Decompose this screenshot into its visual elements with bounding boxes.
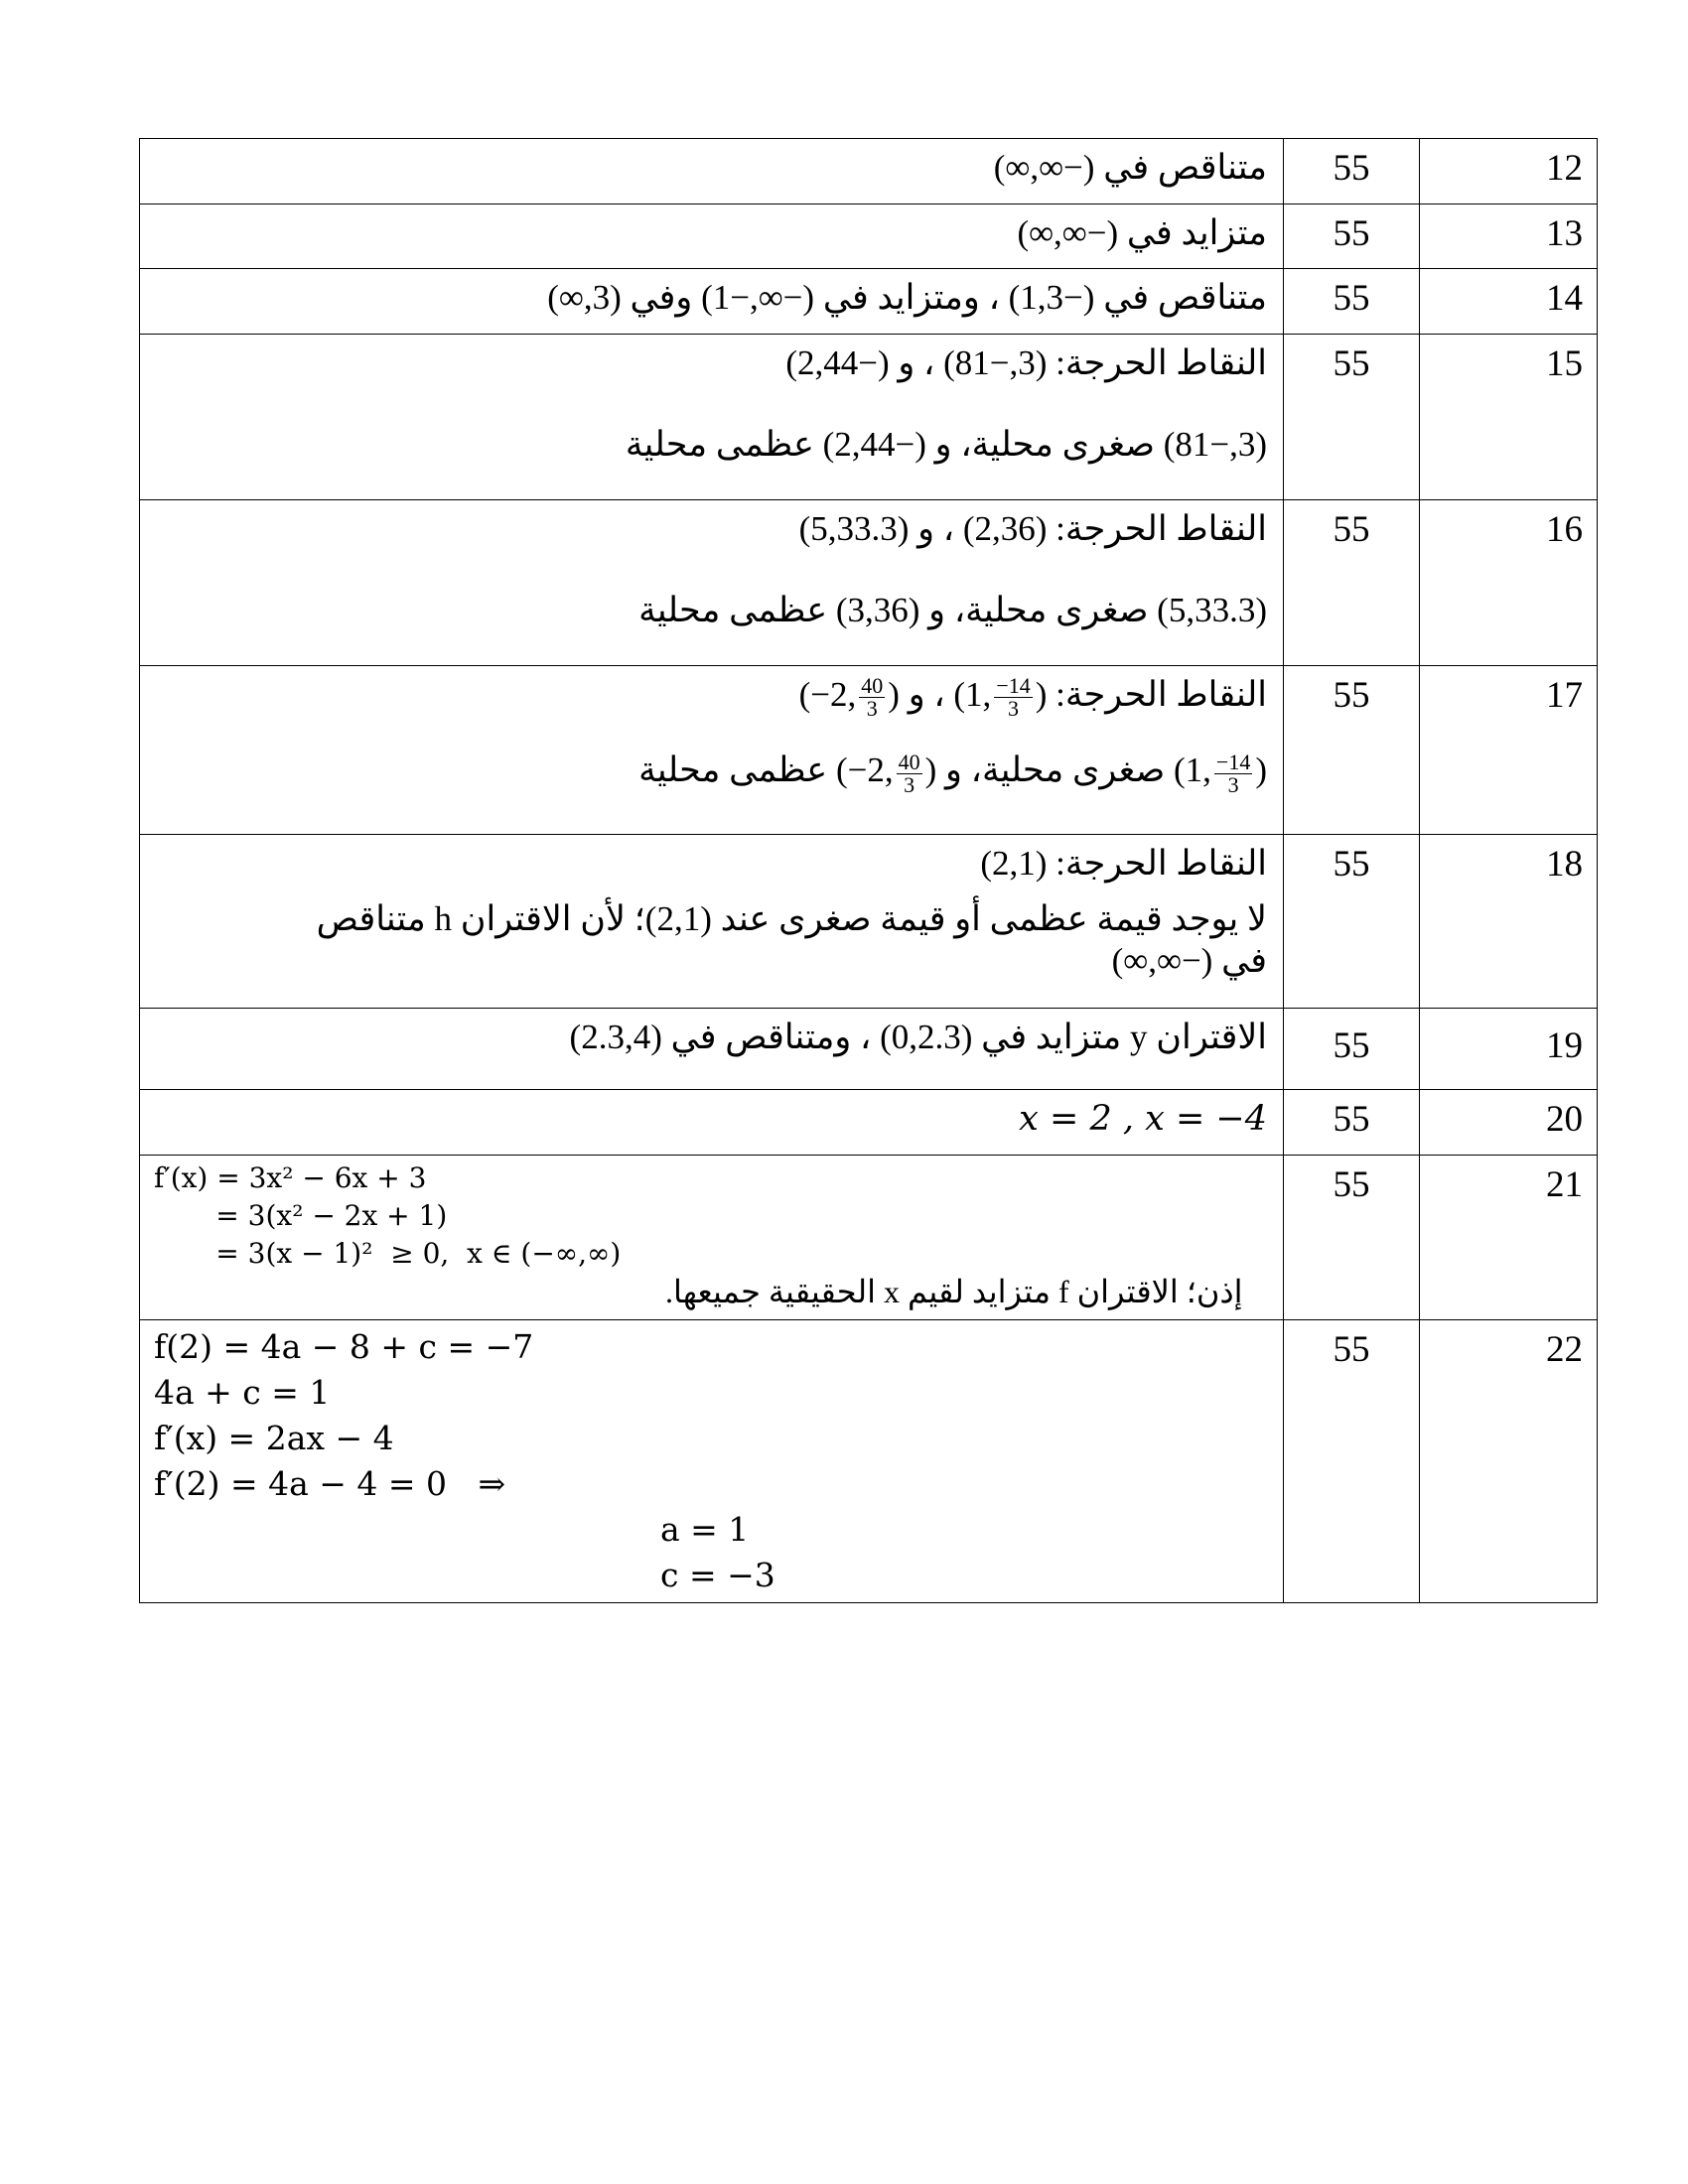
table-row bbox=[140, 1090, 1598, 1156]
table-row bbox=[140, 205, 1598, 269]
equation-line: f′(2) = 4a − 4 = 0 ⇒ bbox=[154, 1464, 506, 1503]
answer-cell bbox=[140, 500, 1284, 666]
result-line: c = −3 bbox=[660, 1556, 775, 1594]
question-number: 22 bbox=[1420, 1320, 1598, 1603]
equation-line: 4a + c = 1 bbox=[154, 1373, 331, 1412]
question-number: 21 bbox=[1420, 1156, 1598, 1320]
table-row bbox=[140, 1009, 1598, 1090]
question-number: 12 bbox=[1420, 139, 1598, 205]
answer-cell: الاقتران y متزايد في (0,2.3) ، ومتناقص في (2.3,4) bbox=[140, 1009, 1284, 1090]
page-cell: 55 bbox=[1284, 1320, 1420, 1603]
page-cell: 55 bbox=[1284, 1090, 1420, 1156]
page-cell: 55 bbox=[1284, 1156, 1420, 1320]
question-number: 15 bbox=[1420, 335, 1598, 500]
critical-points-line: النقاط الحرجة: (3,−81) ، و (−2,44) bbox=[785, 343, 1267, 382]
extrema-line: (3,−81) صغرى محلية، و (−2,44) عظمى محلية bbox=[625, 425, 1267, 464]
answer-cell bbox=[140, 1156, 1284, 1320]
answer-cell bbox=[140, 335, 1284, 500]
page-cell: 55 bbox=[1284, 205, 1420, 269]
answer-cell bbox=[140, 835, 1284, 1009]
page-cell: 55 bbox=[1284, 139, 1420, 205]
table-row bbox=[140, 1156, 1598, 1320]
conclusion-line: إذن؛ الاقتران f متزايد لقيم x الحقيقية جميعها. bbox=[665, 1274, 1243, 1309]
page-cell: 55 bbox=[1284, 335, 1420, 500]
equation-line: f(2) = 4a − 8 + c = −7 bbox=[154, 1327, 534, 1366]
page-cell: 55 bbox=[1284, 835, 1420, 1009]
answer-cell bbox=[140, 666, 1284, 835]
answer-cell: x = 2 , x = −4 bbox=[140, 1090, 1284, 1156]
extrema-line: (1, $\frac{-14}{3}$ ) صغرى محلية، و (−2, $\frac{40}{3}$ ) عظمى محلية bbox=[638, 749, 1267, 797]
question-number: 17 bbox=[1420, 666, 1598, 835]
question-number: 14 bbox=[1420, 269, 1598, 335]
table-row bbox=[140, 500, 1598, 666]
answer-cell: متزايد في (−∞,∞) bbox=[140, 205, 1284, 269]
question-number: 16 bbox=[1420, 500, 1598, 666]
table-row bbox=[140, 1320, 1598, 1603]
question-number: 13 bbox=[1420, 205, 1598, 269]
table-row bbox=[140, 835, 1598, 1009]
answers-table bbox=[139, 138, 1598, 1603]
derivative-line: = 3(x − 1)² ≥ 0, x ∈ (−∞,∞) bbox=[154, 1237, 622, 1270]
table-row bbox=[140, 335, 1598, 500]
table-row bbox=[140, 139, 1598, 205]
answer-cell bbox=[140, 1320, 1284, 1603]
page-cell: 55 bbox=[1284, 666, 1420, 835]
critical-points-line: النقاط الحرجة: (1, $\frac{-14}{3}$ ) ، و (−2, $\frac{40}{3}$ ) bbox=[798, 673, 1267, 722]
table-row bbox=[140, 269, 1598, 335]
critical-points-line: النقاط الحرجة: (2,36) ، و (5,33.3) bbox=[798, 509, 1267, 548]
question-number: 20 bbox=[1420, 1090, 1598, 1156]
page-cell: 55 bbox=[1284, 269, 1420, 335]
answer-cell: متناقص في (−∞,∞) bbox=[140, 139, 1284, 205]
result-line: a = 1 bbox=[660, 1510, 750, 1549]
derivative-line: = 3(x² − 2x + 1) bbox=[154, 1199, 448, 1232]
answer-cell: متناقص في (−1,3) ، ومتزايد في (−∞,−1) وفي (3,∞) bbox=[140, 269, 1284, 335]
explanation-line: لا يوجد قيمة عظمى أو قيمة صغرى عند (2,1)؛ لأن الاقتران h متناقص في (−∞,∞) bbox=[316, 899, 1267, 980]
equation-line: f′(x) = 2ax − 4 bbox=[154, 1419, 394, 1457]
derivative-line: f′(x) = 3x² − 6x + 3 bbox=[154, 1161, 427, 1194]
question-number: 19 bbox=[1420, 1009, 1598, 1090]
page-cell: 55 bbox=[1284, 500, 1420, 666]
page-cell: 55 bbox=[1284, 1009, 1420, 1090]
table-row bbox=[140, 666, 1598, 835]
extrema-line: (5,33.3) صغرى محلية، و (3,36) عظمى محلية bbox=[638, 591, 1267, 629]
critical-points-line: النقاط الحرجة: (2,1) bbox=[980, 844, 1267, 883]
question-number: 18 bbox=[1420, 835, 1598, 1009]
